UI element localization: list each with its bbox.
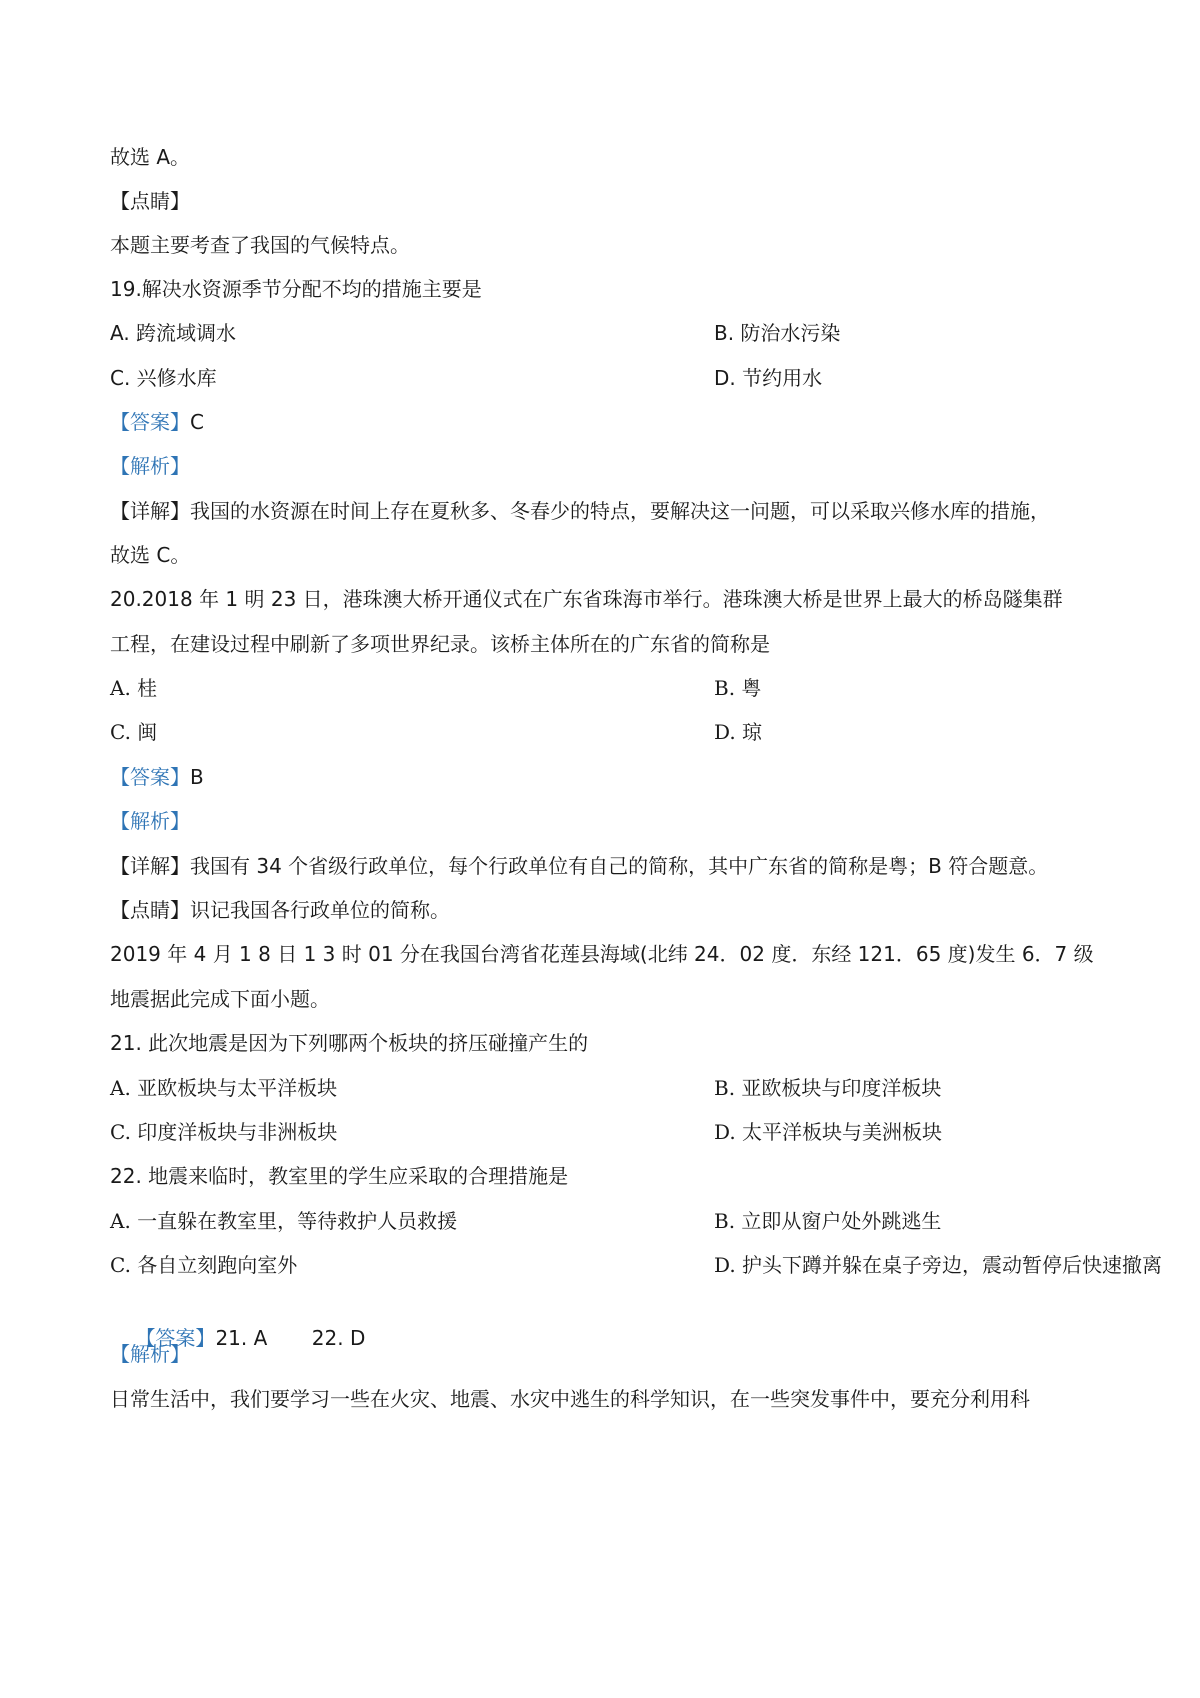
- question-19-options-row1: [110, 319, 1110, 347]
- answer-19: [110, 408, 204, 436]
- option-b: B. 亚欧板块与印度洋板块: [714, 1076, 942, 1100]
- option-a: A. 桂: [110, 676, 158, 700]
- question-19: 19.解决水资源季节分配不均的措施主要是: [110, 277, 482, 301]
- option-b: B. 粤: [714, 676, 762, 700]
- jiexi-tag: 【解析】: [110, 1342, 190, 1366]
- xiangjie-19-line1: 【详解】我国的水资源在时间上存在夏秋多、冬春少的特点，要解决这一问题，可以采取兴修水库的措施，: [110, 499, 1050, 523]
- dianjing-heading: 【点睛】: [110, 189, 190, 213]
- xiangjie-20: 【详解】我国有 34 个省级行政单位，每个行政单位有自己的简称，其中广东省的简称是粤；B 符合题意。: [110, 854, 1049, 878]
- question-20-options-row1: [110, 674, 1110, 702]
- xiangjie-19-line2: 故选 C。: [110, 543, 191, 567]
- option-d: D. 护头下蹲并躲在桌子旁边，震动暂停后快速撤离: [714, 1253, 1163, 1277]
- option-b: B. 防治水污染: [714, 321, 841, 345]
- answer-tag: 【答案】: [135, 1326, 216, 1350]
- question-22: 22. 地震来临时，教室里的学生应采取的合理措施是: [110, 1164, 569, 1188]
- option-c: C. 各自立刻跑向室外: [110, 1253, 298, 1277]
- question-20-line2: 工程，在建设过程中刷新了多项世界纪录。该桥主体所在的广东省的简称是: [110, 632, 770, 656]
- question-21-options-row2: [110, 1118, 1110, 1146]
- option-c: C. 印度洋板块与非洲板块: [110, 1120, 338, 1144]
- answer-20: [110, 763, 204, 791]
- question-20-line1: 20.2018 年 1 明 23 日，港珠澳大桥开通仪式在广东省珠海市举行。港珠澳大桥是世界上最大的桥岛隧集群: [110, 587, 1063, 611]
- option-d: D. 节约用水: [714, 366, 823, 390]
- answer-tag: 【答案】: [110, 765, 190, 789]
- question-20-options-row2: [110, 718, 1110, 746]
- jiexi-tag: 【解析】: [110, 454, 190, 478]
- answer-value: 21. A 22. D: [215, 1326, 366, 1350]
- option-c: C. 闽: [110, 720, 158, 744]
- jiexi-tag: 【解析】: [110, 809, 190, 833]
- option-a: A. 跨流域调水: [110, 321, 237, 345]
- question-21-options-row1: [110, 1074, 1110, 1102]
- text-line: 故选 A。: [110, 145, 191, 169]
- question-19-options-row2: [110, 364, 1110, 392]
- answer-value: B: [190, 765, 204, 789]
- option-d: D. 琼: [714, 720, 763, 744]
- question-22-options-row1: [110, 1207, 1110, 1235]
- option-b: B. 立即从窗户处外跳逃生: [714, 1209, 942, 1233]
- option-d: D. 太平洋板块与美洲板块: [714, 1120, 943, 1144]
- option-c: C. 兴修水库: [110, 366, 217, 390]
- answer-tag: 【答案】: [110, 410, 190, 434]
- text-line: 本题主要考查了我国的气候特点。: [110, 233, 410, 257]
- question-21: 21. 此次地震是因为下列哪两个板块的挤压碰撞产生的: [110, 1031, 589, 1055]
- earthquake-intro-line2: 地震据此完成下面小题。: [110, 987, 330, 1011]
- earthquake-intro-line1: 2019 年 4 月 1 8 日 1 3 时 01 分在我国台湾省花莲县海域(北纬 24．02 度．东经 121．65 度)发生 6．7 级: [110, 942, 1094, 966]
- option-a: A. 亚欧板块与太平洋板块: [110, 1076, 338, 1100]
- answer-value: C: [190, 410, 204, 434]
- question-22-options-row2: [110, 1251, 1163, 1279]
- jiexi-21-22-text: 日常生活中，我们要学习一些在火灾、地震、水灾中逃生的科学知识，在一些突发事件中，要充分利用科: [110, 1387, 1030, 1411]
- option-a: A. 一直躲在教室里，等待救护人员救援: [110, 1209, 458, 1233]
- dianjing-20: 【点睛】识记我国各行政单位的简称。: [110, 898, 450, 922]
